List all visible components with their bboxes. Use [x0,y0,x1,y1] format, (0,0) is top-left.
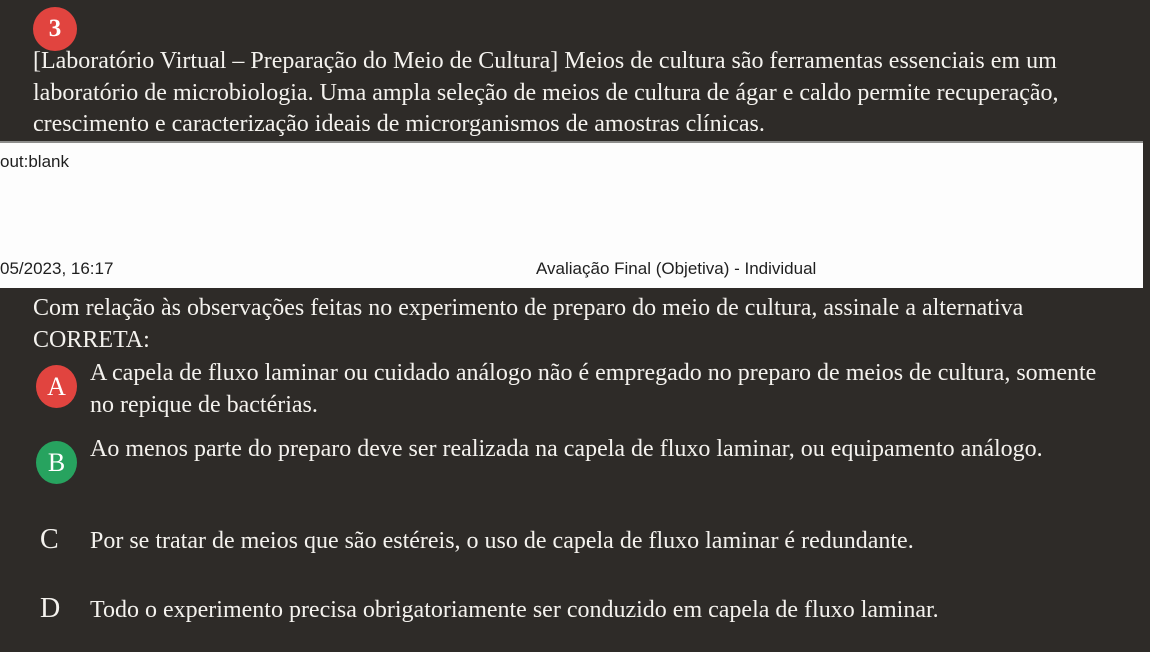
option-row-d[interactable] [33,595,1125,627]
document-title: Avaliação Final (Objetiva) - Individual [536,259,817,278]
question-body-section [0,288,1150,652]
option-row-c[interactable] [33,526,1125,558]
document-page-band [0,141,1143,288]
question-header-section [0,0,1150,143]
option-row-a[interactable] [33,358,1125,421]
option-d-letter: D [40,593,61,624]
print-datetime: 05/2023, 16:17 [0,259,114,278]
option-b-badge [36,441,77,484]
question-statement: [Laboratório Virtual – Preparação do Meio de Cultura] Meios de cultura são ferramentas essenciais em um laboratório de microbiologia. Uma ampla seleção de meios de cultura de ágar e caldo permite recuperação, crescimento e caracterização ideais de microrganismos de amostras clínicas. [33,48,1059,137]
question-prompt: Com relação às observações feitas no experimento de preparo do meio de cultura, assinale a alternativa CORRETA: [33,295,1024,353]
option-c-letter: C [40,524,59,555]
option-b-letter: B [47,447,66,477]
question-number-badge [33,7,77,51]
option-a-badge [36,365,77,408]
browser-url-text: out:blank [0,152,69,171]
option-row-b[interactable] [33,434,1080,477]
option-a-text: A capela de fluxo laminar ou cuidado análogo não é empregado no preparo de meios de cultura, somente no repique de bactérias. [90,360,1097,418]
option-a-letter: A [47,371,66,401]
option-c-text: Por se tratar de meios que são estéreis, o uso de capela de fluxo laminar é redundante. [90,528,914,554]
question-number: 3 [48,15,62,42]
option-b-text: Ao menos parte do preparo deve ser realizada na capela de fluxo laminar, ou equipamento análogo. [90,436,1043,462]
option-d-text: Todo o experimento precisa obrigatoriamente ser conduzido em capela de fluxo laminar. [90,597,939,623]
